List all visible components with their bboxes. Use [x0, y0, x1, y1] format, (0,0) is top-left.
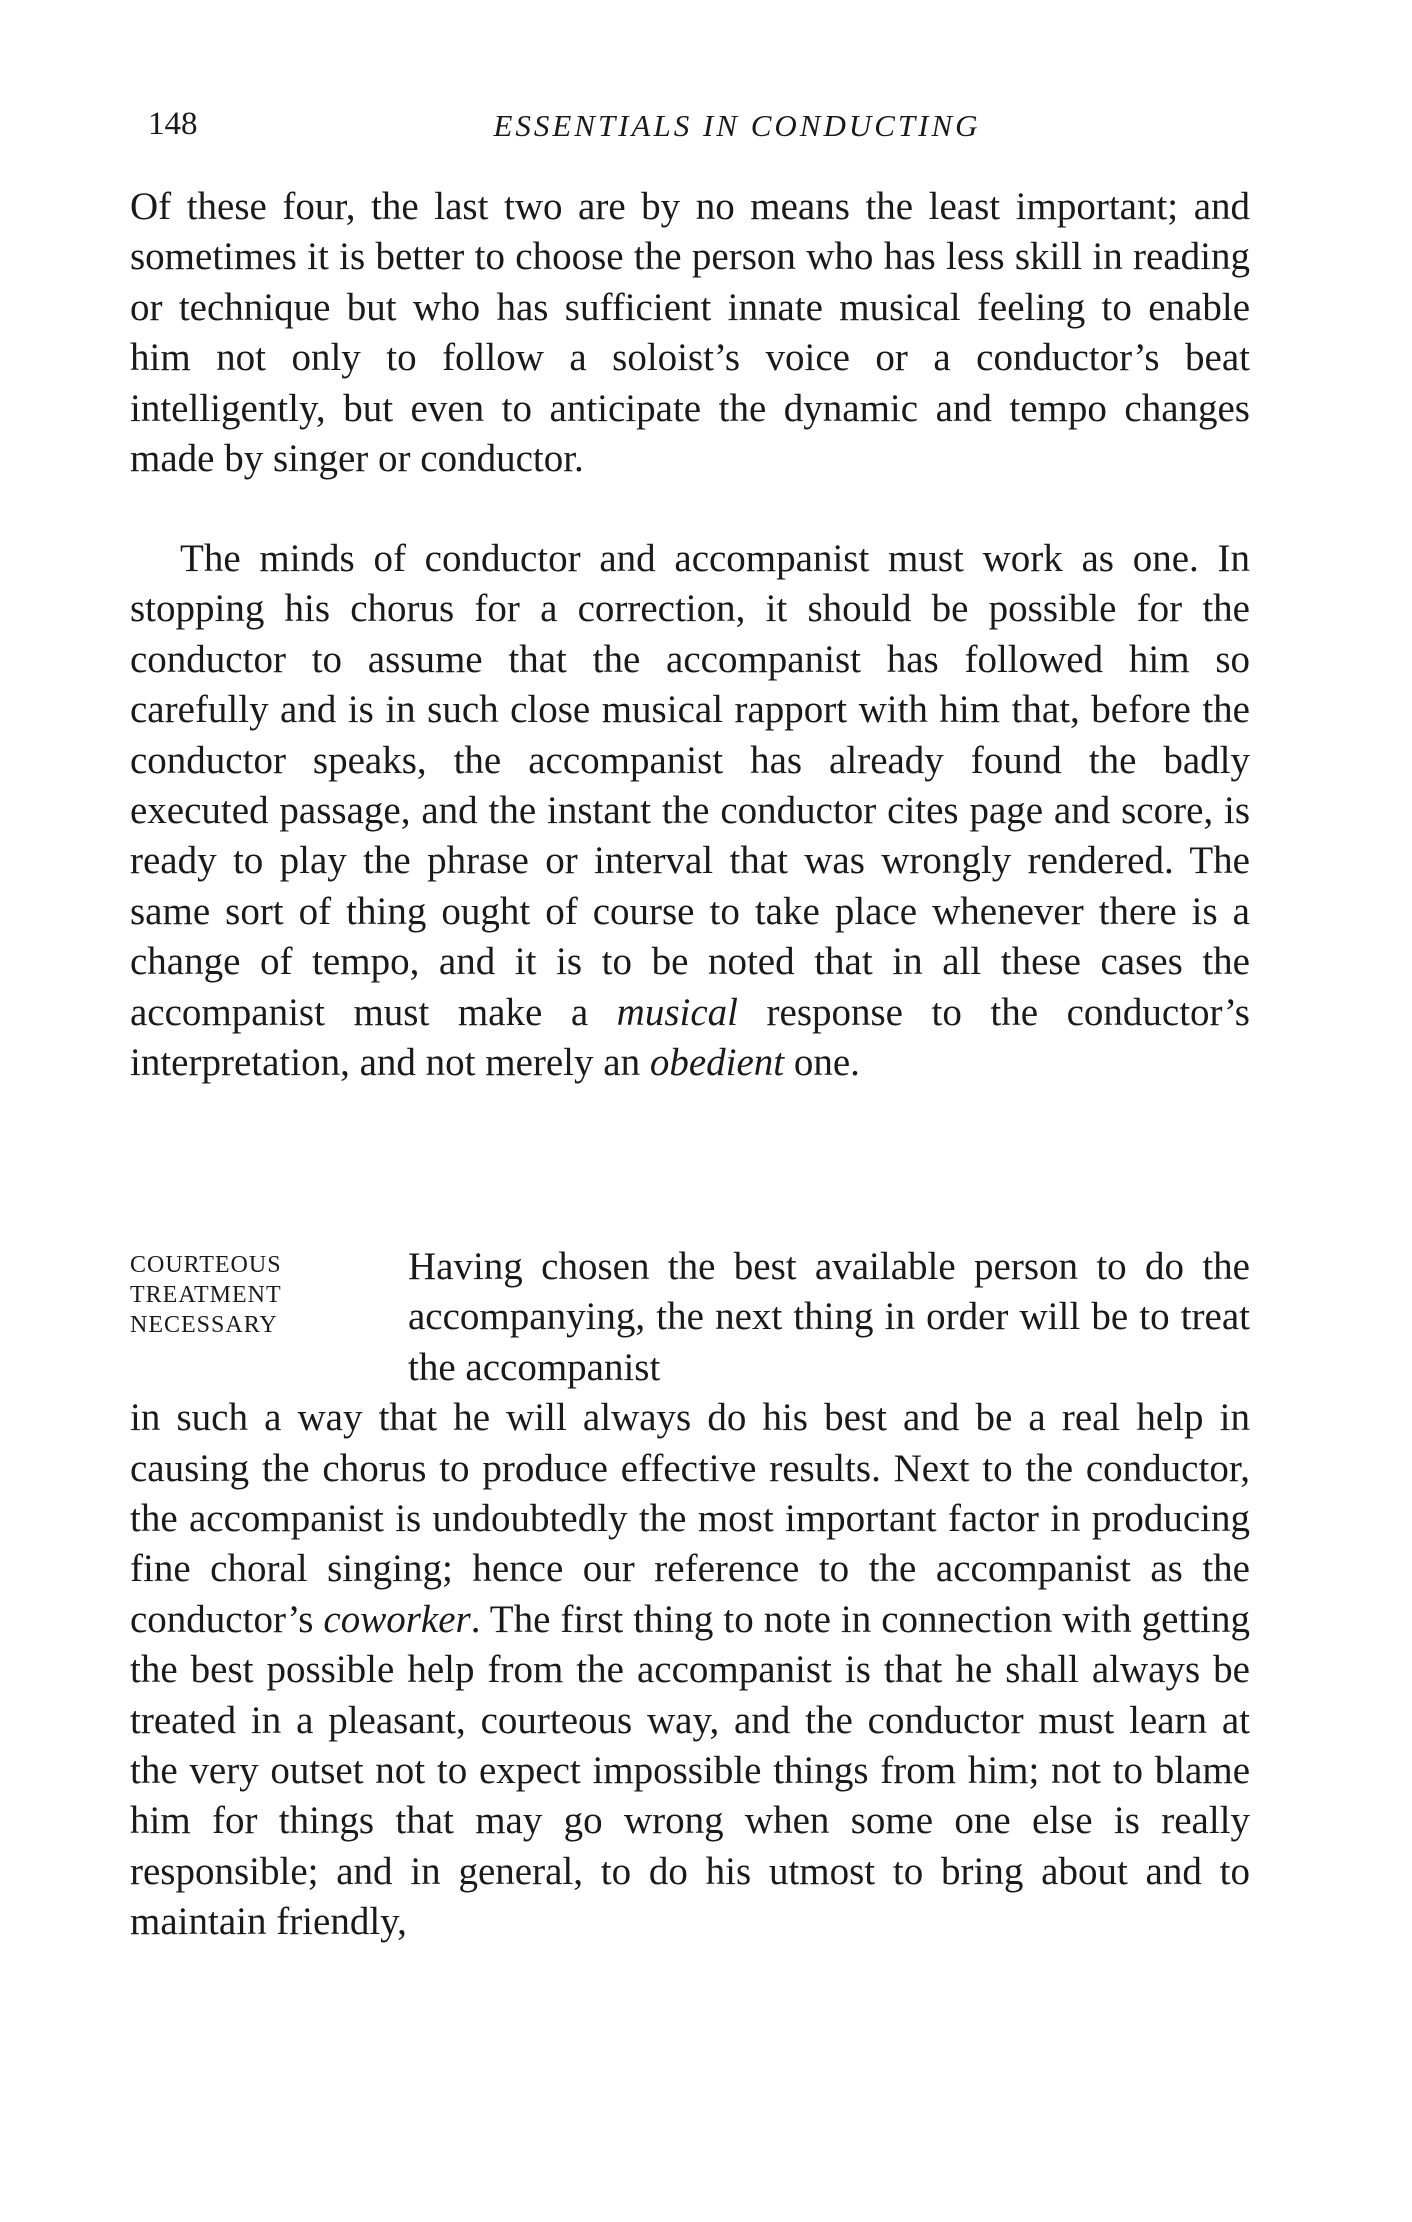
paragraph-3-text	[130, 1393, 1250, 1947]
running-title: ESSENTIALS IN CONDUCTING	[493, 108, 981, 143]
paragraph-2-emphasis-musical: musical	[616, 990, 738, 1034]
paragraph-3-emphasis-coworker: coworker	[323, 1597, 471, 1641]
marginal-note-line-1: COURTEOUS	[130, 1252, 282, 1278]
paragraph-1-text: Of these four, the last two are by no means the least important; and sometimes it is better to choose the person who has less skill in reading or technique but who has sufficient innate musical feeling to enable him not only to follow a soloist’s voice or a conductor’s beat intelligently, but even to anticipate the dynamic and tempo changes made by singer or conductor.	[130, 185, 1250, 481]
marginal-note-line-2: TREATMENT	[130, 1282, 282, 1308]
paragraph-3	[130, 1242, 1250, 1948]
paragraph-3-lead: Having chosen the best available person to do the accompanying, the next thing in order will be to treat the accompanist	[408, 1245, 1250, 1389]
paragraph-2-text	[130, 534, 1250, 1088]
paragraph-3-part-1: in such a way that he will always do his best and be a real help in causing the chorus to produce effective results. Next to the conductor, the accompanist is undoubtedly the most important factor in producing fine choral singing; hence our reference to the accompanist as the conductor’s	[130, 1396, 1250, 1641]
running-head	[148, 106, 1256, 150]
paragraph-2-part-1: The minds of conductor and accompanist must work as one. In stopping his chorus for a correction, it should be possible for the conductor to assume that the accompanist has followed him so carefully and is in such close musical rapport with him that, before the conductor speaks, the accompanist has already found the badly executed passage, and the instant the conductor cites page and score, is ready to play the phrase or interval that was wrongly rendered. The same sort of thing ought of course to take place whenever there is a change of tempo, and it is to be noted that in all these cases the accompanist must make a	[130, 537, 1250, 1034]
paragraph-2-emphasis-obedient: obedient	[649, 1041, 785, 1085]
marginal-note-line-3: NECESSARY	[130, 1312, 278, 1338]
paragraph-3-part-2: . The first thing to note in connection with getting the best possible help from the accompanist is that he shall always be treated in a pleasant, courteous way, and the conductor must learn at the very outset not to expect impossible things from him; not to blame him for things that may go wrong when some one else is really responsible; and in general, to do his utmost to bring about and to maintain friendly,	[130, 1597, 1250, 1944]
paragraph-2	[130, 534, 1250, 1088]
paragraph-2-part-3: one.	[784, 1041, 860, 1085]
paragraph-1	[130, 182, 1250, 484]
paragraph-2-part-2: response to the conductor’s interpretation, and not merely an	[130, 990, 1250, 1085]
page-number: 148	[148, 106, 198, 142]
